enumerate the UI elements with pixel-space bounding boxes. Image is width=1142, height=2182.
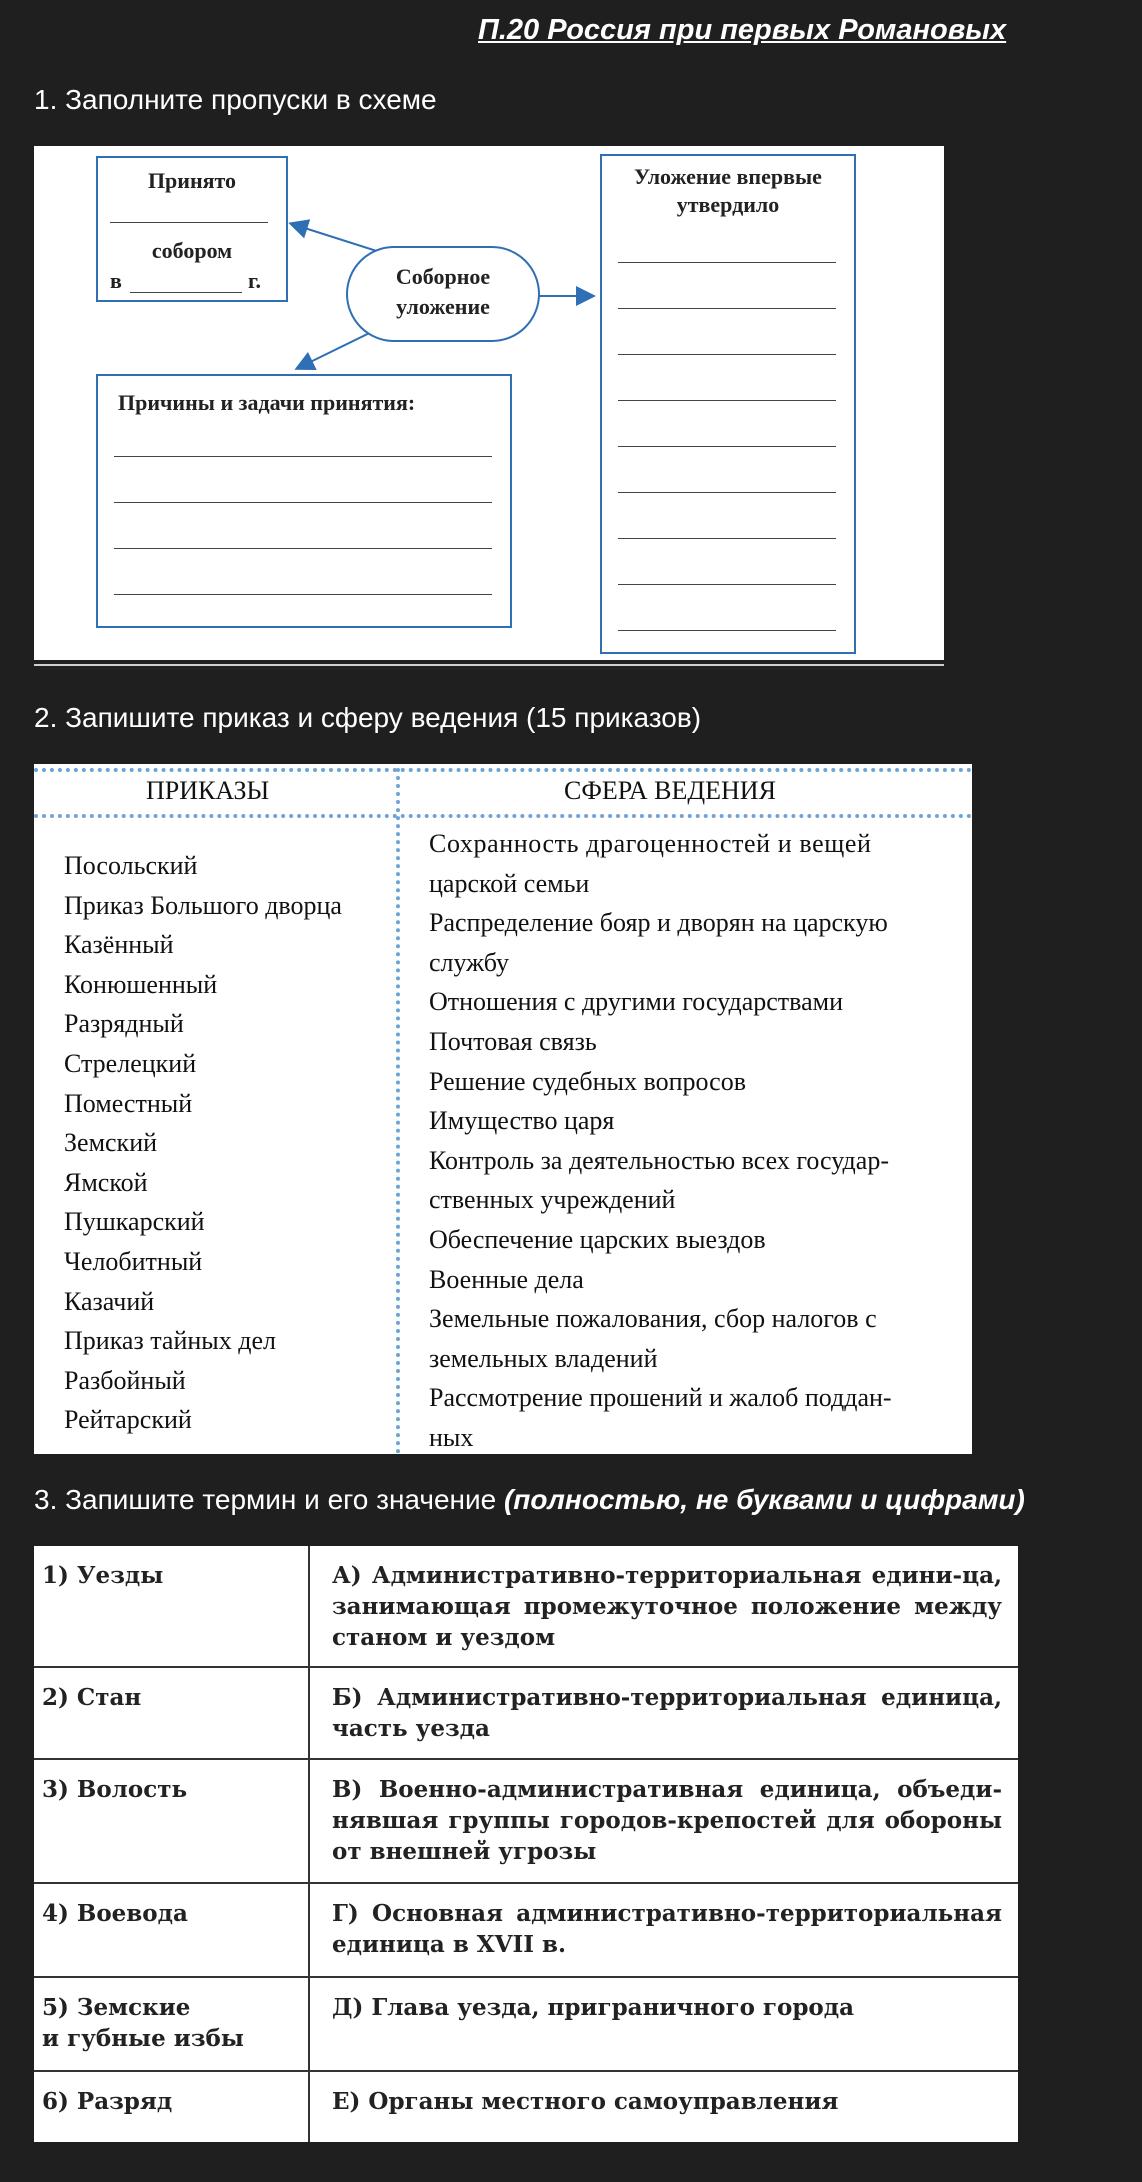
blank-line[interactable]	[110, 222, 268, 223]
blank-line[interactable]	[618, 584, 836, 585]
prikaz-item: Поместный	[64, 1088, 193, 1118]
box-reasons	[96, 374, 512, 628]
header-sfera: СФЕРА ВЕДЕНИЯ	[564, 776, 776, 805]
task-3-heading	[34, 1484, 1025, 1516]
term-cell: 3) Волость	[42, 1776, 188, 1803]
sfera-line: Военные дела	[429, 1264, 584, 1294]
column-divider	[396, 768, 400, 1454]
sfera-line: Обеспечение царских выездов	[429, 1224, 766, 1254]
reasons-title: Причины и задачи принятия:	[118, 390, 416, 415]
scheme-divider	[34, 664, 944, 666]
definition-cell: Д) Глава уезда, приграничного города	[332, 1994, 855, 2021]
term-cell: 2) Стан	[42, 1684, 142, 1711]
header-prikazy: ПРИКАЗЫ	[146, 776, 270, 805]
year-prefix: в	[110, 268, 122, 293]
task-3-emphasis: (полностью, не буквами и цифрами)	[503, 1484, 1025, 1515]
sobor-label: собором	[151, 238, 233, 263]
blank-line[interactable]	[618, 538, 836, 539]
definition-cell: В) Военно-административная единица, объеди-нявшая группы городов-крепостей для обороны от внешней угрозы	[332, 1776, 1002, 1865]
sfera-line: Сохранность драгоценностей и вещей	[429, 829, 872, 858]
definition-cell: А) Административно-территориальная едини-ца, занимающая промежуточное положение между станом и уездом	[332, 1562, 1002, 1651]
center-line-1: Соборное	[395, 264, 491, 289]
prikaz-item: Конюшенный	[64, 969, 218, 999]
blank-line[interactable]	[618, 492, 836, 493]
table-row	[34, 1546, 1018, 1668]
table-row	[34, 1668, 1018, 1760]
table-row	[34, 1760, 1018, 1884]
blank-line[interactable]	[618, 308, 836, 309]
sfera-line: службу	[429, 947, 510, 977]
term-cell: 4) Воевода	[42, 1900, 188, 1927]
prikaz-item: Разбойный	[64, 1365, 186, 1395]
blank-line[interactable]	[114, 502, 492, 503]
established-line-1: Уложение впервые	[634, 164, 822, 189]
blank-line[interactable]	[618, 400, 836, 401]
term-cell: 5) Земские и губные избы	[42, 1994, 244, 2052]
year-suffix: г.	[248, 268, 262, 293]
year-blank[interactable]	[130, 292, 242, 293]
box-adopted	[96, 156, 288, 302]
term-cell: 1) Уезды	[42, 1562, 164, 1589]
prikaz-item: Ямской	[64, 1167, 148, 1197]
table-row	[34, 1978, 1018, 2072]
sfera-line: Распределение бояр и дворян на царскую	[429, 908, 888, 938]
terms-table	[34, 1546, 1018, 2142]
table-top-border	[34, 768, 972, 772]
sfera-line: Рассмотрение прошений и жалоб поддан-	[429, 1383, 892, 1413]
established-line-2: утвердило	[676, 192, 780, 217]
task-2-heading: 2. Запишите приказ и сферу ведения (15 приказов)	[34, 702, 702, 733]
prikaz-item: Посольский	[64, 851, 198, 880]
sfera-line: Почтовая связь	[429, 1026, 597, 1056]
task-1-heading: 1. Заполните пропуски в схеме	[34, 84, 437, 115]
blank-line[interactable]	[114, 594, 492, 595]
table-row	[34, 1884, 1018, 1978]
prikaz-item: Челобитный	[64, 1246, 203, 1276]
sfera-line: ственных учреждений	[429, 1185, 676, 1215]
sobornoe-ulozhenie-oval	[346, 246, 540, 342]
table-header-border	[34, 814, 972, 818]
sfera-list	[429, 824, 959, 1458]
prikazy-list	[64, 846, 342, 1440]
prikaz-item: Приказ тайных дел	[64, 1326, 276, 1356]
sfera-line: ных	[429, 1422, 474, 1452]
scheme-diagram	[34, 146, 944, 660]
prikaz-item: Казачий	[64, 1286, 155, 1316]
blank-line[interactable]	[618, 630, 836, 631]
prikaz-item: Пушкарский	[64, 1207, 205, 1237]
page-title: П.20 Россия при первых Романовых	[478, 14, 1007, 46]
sfera-line: царской семьи	[429, 868, 590, 898]
center-line-2: уложение	[396, 294, 490, 319]
box-established	[600, 154, 856, 654]
task-3-text: 3. Запишите термин и его значение	[34, 1484, 504, 1515]
prikaz-item: Казённый	[64, 930, 174, 960]
prikaz-item: Разрядный	[64, 1009, 184, 1039]
sfera-line: Отношения с другими государствами	[429, 987, 844, 1017]
term-cell: 6) Разряд	[42, 2088, 173, 2115]
sfera-line: Имущество царя	[429, 1106, 615, 1136]
blank-line[interactable]	[618, 354, 836, 355]
sfera-line: земельных владений	[429, 1343, 658, 1373]
blank-line[interactable]	[618, 446, 836, 447]
prikaz-item: Земский	[64, 1128, 158, 1158]
sfera-line: Земельные пожалования, сбор налогов с	[429, 1304, 877, 1334]
blank-line[interactable]	[618, 262, 836, 263]
sfera-line: Контроль за деятельностью всех государ-	[429, 1145, 889, 1175]
prikazy-table	[34, 764, 972, 1454]
definition-cell: Б) Административно-территориальная единица, часть уезда	[332, 1684, 1002, 1742]
table-row	[34, 2072, 1018, 2140]
definition-cell: Г) Основная административно-территориальная единица в XVII в.	[332, 1900, 1002, 1958]
prikaz-item: Рейтарский	[64, 1405, 192, 1435]
arrow-to-adopted	[292, 224, 386, 254]
blank-line[interactable]	[114, 548, 492, 549]
sfera-line: Решение судебных вопросов	[429, 1066, 747, 1096]
prikaz-item: Стрелецкий	[64, 1048, 197, 1078]
definition-cell: Е) Органы местного самоуправления	[332, 2088, 839, 2115]
adopted-label: Принято	[147, 168, 237, 193]
prikaz-item: Приказ Большого дворца	[64, 890, 342, 920]
blank-line[interactable]	[114, 456, 492, 457]
